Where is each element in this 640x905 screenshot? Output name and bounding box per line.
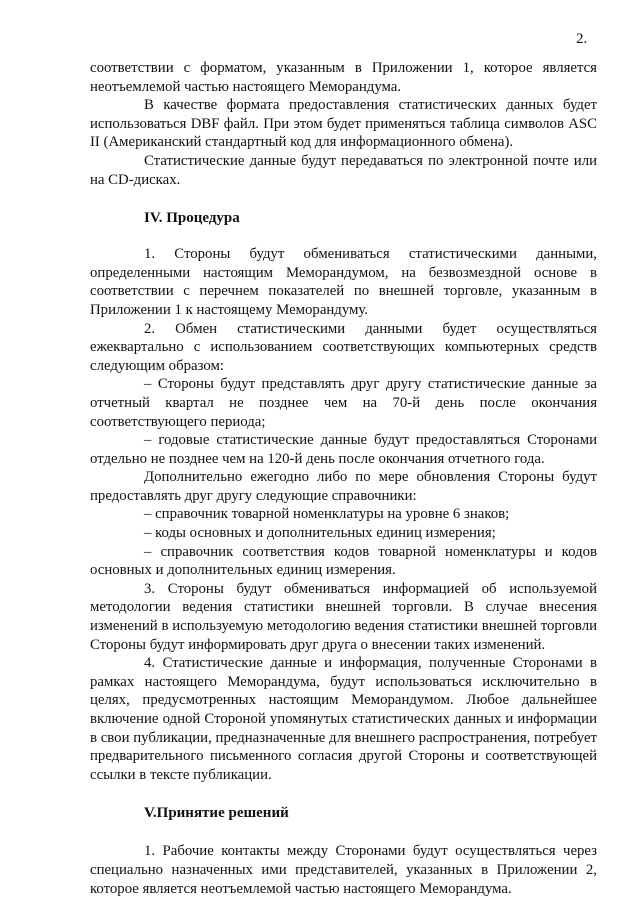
paragraph: 1. Рабочие контакты между Сторонами будут осуществляться через специально назначенных ими представителей, указанных в Приложении 2, которое является неотъемлемой частью настоящего Меморандума. bbox=[90, 843, 597, 897]
paragraph: 3. Стороны будут обмениваться информацией об используемой методологии ведения статистики внешней торговли. В случае внесения изменений в используемую методологию ведения статистики внешней торговли Стороны будут информировать друг друга о внесении таких изменений. bbox=[90, 580, 597, 653]
paragraph: 2. Обмен статистическими данными будет осуществляться ежеквартально с использованием соответствующих компьютерных средств следующим образом: bbox=[90, 320, 597, 374]
list-item: – справочник соответствия кодов товарной номенклатуры и кодов основных и дополнительных единиц измерения. bbox=[90, 543, 597, 579]
list-item: – годовые статистические данные будут предоставляться Сторонами отдельно не позднее чем на 120-й день после окончания отчетного года. bbox=[90, 432, 597, 467]
paragraph: В качестве формата предоставления статистических данных будет использоваться DBF файл. При этом будет применяться таблица символов ASC II (Американский стандартный код для информационного обмена). bbox=[90, 97, 597, 151]
section-heading-decisions: V.Принятие решений bbox=[144, 805, 289, 822]
paragraph: 4. Статистические данные и информация, полученные Сторонами в рамках настоящего Меморандума, будут использоваться исключительно в целях, предусмотренных настоящим Меморандумом. Любое дальнейшее включение одной Стороной упомянутых статистических данных и информации в свои публикации, предназначенные для внешнего распространения, потребует предварительного письменного согласия другой Стороны и соответствующей ссылки в тексте публикации. bbox=[90, 655, 597, 783]
paragraph: соответствии с форматом, указанным в Приложении 1, которое является неотъемлемой частью настоящего Меморандума. bbox=[90, 60, 597, 95]
paragraph: 1. Стороны будут обмениваться статистическими данными, определенными настоящим Меморандумом, на безвозмездной основе в соответствии с перечнем показателей по внешней торговле, указанным в Приложении 1 к настоящему Меморандуму. bbox=[90, 246, 597, 318]
section-heading-procedure: IV. Процедура bbox=[144, 210, 240, 227]
list-item: – справочник товарной номенклатуры на уровне 6 знаков; bbox=[144, 506, 510, 523]
page-number: 2. bbox=[576, 31, 588, 47]
document-body bbox=[90, 59, 597, 898]
list-item: – коды основных и дополнительных единиц измерения; bbox=[144, 525, 496, 542]
list-item: – Стороны будут представлять друг другу статистические данные за отчетный квартал не позднее чем на 70-й день после окончания соответствующего периода; bbox=[90, 376, 597, 430]
paragraph: Дополнительно ежегодно либо по мере обновления Стороны будут предоставлять друг другу следующие справочники: bbox=[90, 469, 597, 504]
paragraph: Статистические данные будут передаваться по электронной почте или на CD-дисках. bbox=[90, 152, 597, 188]
